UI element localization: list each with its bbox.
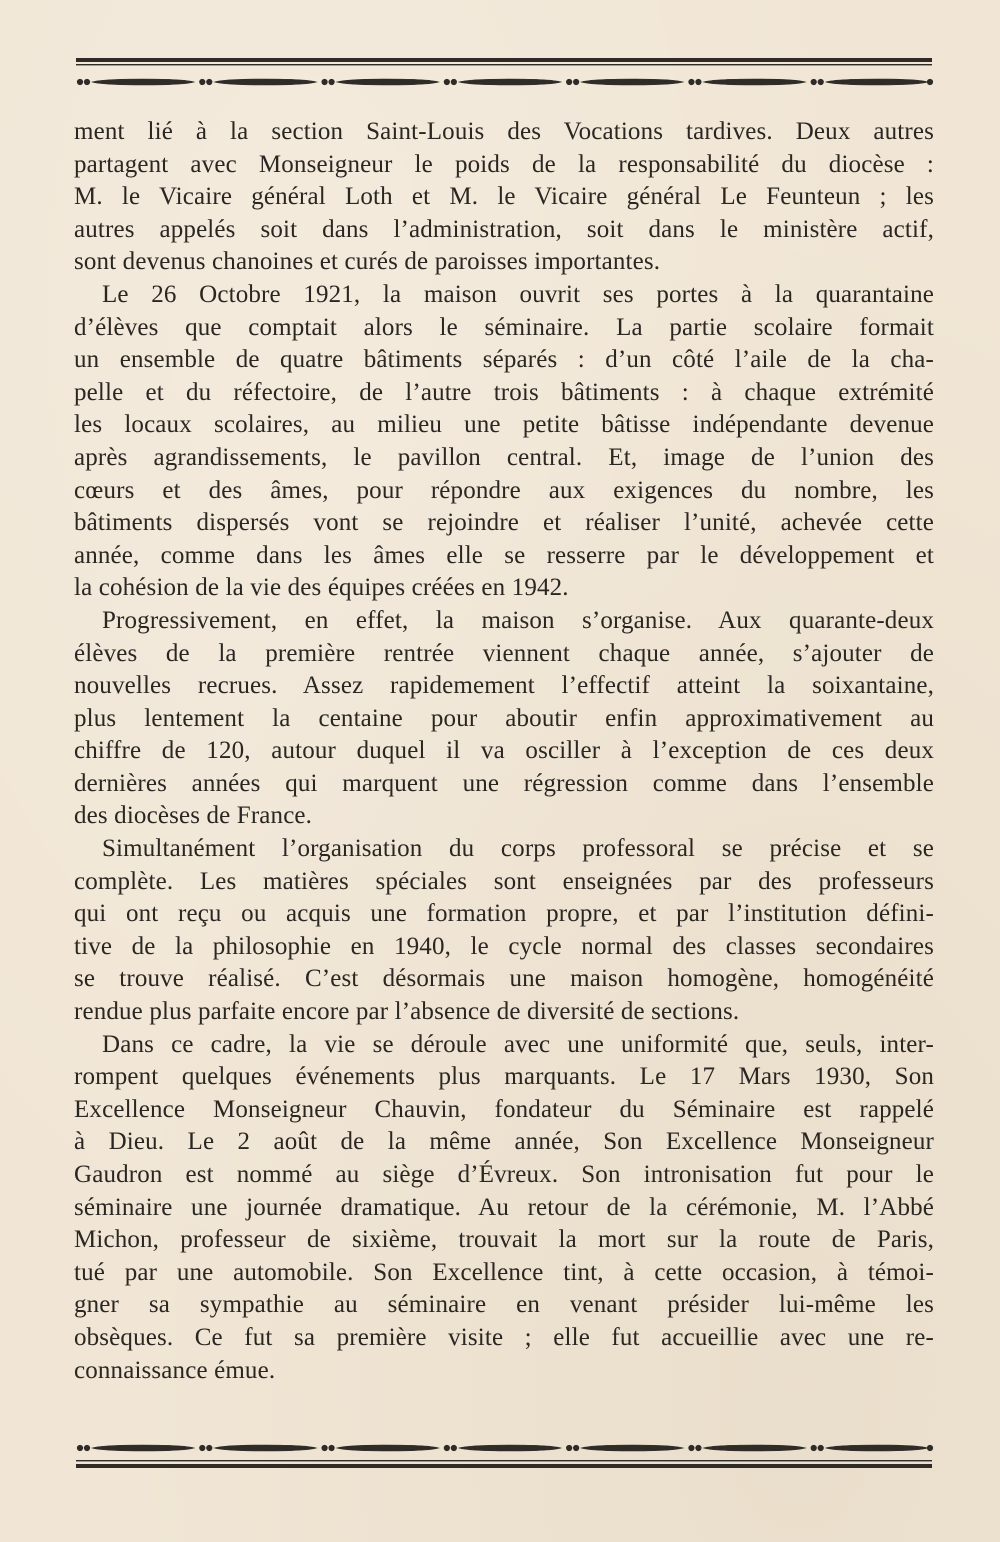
ornament-dot [927, 1445, 932, 1450]
ornament-dot [811, 79, 816, 84]
ornament-dot [84, 1445, 89, 1450]
top-ornamental-border [70, 52, 936, 92]
ornament-dot [207, 79, 212, 84]
text-line: pelle et du réfectoire, de l’autre trois bâtiments : à chaque extrémité [74, 378, 934, 406]
ornament-dot [329, 79, 334, 84]
text-line: rendue plus parfaite encore par l’absence de diversité de sections. [74, 998, 740, 1026]
text-line: Le 26 Octobre 1921, la maison ouvrit ses portes à la quarantaine [102, 280, 934, 308]
ornament-dot [689, 1445, 694, 1450]
text-line: à Dieu. Le 2 août de la même année, Son Excellence Monseigneur [74, 1128, 934, 1156]
ornament-dot [927, 79, 932, 84]
text-line: rompent quelques événements plus marquants. Le 17 Mars 1930, Son [74, 1063, 934, 1091]
ornament-dot [689, 79, 694, 84]
text-line: des diocèses de France. [74, 802, 313, 830]
text-line: cœurs et des âmes, pour répondre aux exigences du nombre, les [74, 476, 934, 504]
text-line: connaissance émue. [74, 1356, 276, 1384]
ornament-dot [444, 1445, 449, 1450]
text-line: séminaire une journée dramatique. Au retour de la cérémonie, M. l’Abbé [74, 1193, 934, 1221]
ornament-dot [322, 1445, 327, 1450]
ornament-dot [451, 1445, 456, 1450]
paragraph [74, 833, 934, 1029]
ornament-bar [214, 1445, 316, 1451]
text-line: la cohésion de la vie des équipes créées en 1942. [74, 574, 569, 602]
ornament-dot [200, 1445, 205, 1450]
text-line: les locaux scolaires, au milieu une petite bâtisse indépendante devenue [74, 411, 934, 439]
text-line: Gaudron est nommé au siège d’Évreux. Son intronisation fut pour le [74, 1161, 934, 1188]
paragraph [74, 605, 934, 833]
text-line: Excellence Monseigneur Chauvin, fondateur du Séminaire est rappelé [74, 1095, 934, 1123]
text-line: Progressivement, en effet, la maison s’organise. Aux quarante-deux [102, 606, 934, 634]
text-line: gner sa sympathie au séminaire en venant présider lui-même les [74, 1291, 934, 1319]
ornament-bar [459, 79, 561, 85]
text-line: partagent avec Monseigneur le poids de la responsabilité du diocèse : [74, 150, 934, 178]
ornament-dot [696, 79, 701, 84]
text-line: après agrandissements, le pavillon central. Et, image de l’union des [74, 443, 934, 471]
text-line: tué par une automobile. Son Excellence tint, à cette occasion, à témoi- [74, 1258, 934, 1286]
text-line: ment lié à la section Saint-Louis des Vocations tardives. Deux autres [74, 118, 934, 145]
ornament-bar [92, 79, 194, 85]
body-text [74, 116, 934, 1387]
paragraph [74, 116, 934, 279]
ornament-bar [826, 1445, 928, 1451]
text-line: Simultanément l’organisation du corps professoral se précise et se [102, 835, 934, 863]
ornament-dot [696, 1445, 701, 1450]
ornament-bar [826, 79, 928, 85]
ornament-bar [581, 79, 683, 85]
top-rule-ornament [70, 52, 936, 92]
ornament-dot [77, 79, 82, 84]
ornament-bar [581, 1445, 683, 1451]
ornament-bar [703, 1445, 805, 1451]
ornament-bar [337, 79, 439, 85]
text-line: qui ont reçu ou acquis une formation propre, et par l’institution défini- [74, 900, 934, 928]
ornament-bar [92, 1445, 194, 1451]
text-line: M. le Vicaire général Loth et M. le Vicaire général Le Feunteun ; les [74, 183, 934, 211]
ornament-bar [459, 1445, 561, 1451]
text-line: plus lentement la centaine pour aboutir enfin approximativement au [74, 704, 934, 732]
text-line: autres appelés soit dans l’administration, soit dans le ministère actif, [74, 215, 934, 243]
text-line: nouvelles recrues. Assez rapidemement l’effectif atteint la soixantaine, [74, 672, 934, 700]
text-line: sont devenus chanoines et curés de paroisses importantes. [74, 248, 661, 276]
text-line: Michon, professeur de sixième, trouvait la mort sur la route de Paris, [74, 1226, 934, 1254]
ornament-bar [214, 79, 316, 85]
text-line: année, comme dans les âmes elle se resserre par le développement et [74, 541, 934, 569]
ornament-dot [322, 79, 327, 84]
ornament-dot [444, 79, 449, 84]
ornament-dot [818, 1445, 823, 1450]
text-line: d’élèves que comptait alors le séminaire. La partie scolaire formait [74, 313, 934, 341]
text-line: Dans ce cadre, la vie se déroule avec une uniformité que, seuls, inter- [102, 1030, 934, 1058]
ornament-dot [811, 1445, 816, 1450]
ornament-dot [200, 79, 205, 84]
text-line: complète. Les matières spéciales sont enseignées par des professeurs [74, 867, 934, 895]
ornament-dot [567, 79, 572, 84]
ornament-dot [818, 79, 823, 84]
ornament-dot [567, 1445, 572, 1450]
text-line: élèves de la première rentrée viennent chaque année, s’ajouter de [74, 639, 934, 667]
ornament-bar [703, 79, 805, 85]
paragraph [74, 279, 934, 605]
ornament-dot [77, 1445, 82, 1450]
ornament-dot [207, 1445, 212, 1450]
text-line: tive de la philosophie en 1940, le cycle normal des classes secondaires [74, 932, 934, 960]
ornament-dot [329, 1445, 334, 1450]
paragraph [74, 1029, 934, 1388]
text-line: se trouve réalisé. C’est désormais une maison homogène, homogénéité [74, 965, 934, 993]
text-line: un ensemble de quatre bâtiments séparés : d’un côté l’aile de la cha- [74, 346, 934, 374]
ornament-dot [574, 79, 579, 84]
text-line: chiffre de 120, autour duquel il va osciller à l’exception de ces deux [74, 737, 934, 765]
text-line: obsèques. Ce fut sa première visite ; elle fut accueillie avec une re- [74, 1323, 934, 1351]
bottom-rule-ornament [70, 1436, 936, 1478]
ornament-dot [84, 79, 89, 84]
bottom-ornamental-border [70, 1436, 936, 1478]
ornament-bar [337, 1445, 439, 1451]
ornament-dot [451, 79, 456, 84]
text-line: dernières années qui marquent une régression comme dans l’ensemble [74, 769, 934, 797]
text-line: bâtiments dispersés vont se rejoindre et réaliser l’unité, achevée cette [74, 509, 934, 537]
ornament-dot [574, 1445, 579, 1450]
